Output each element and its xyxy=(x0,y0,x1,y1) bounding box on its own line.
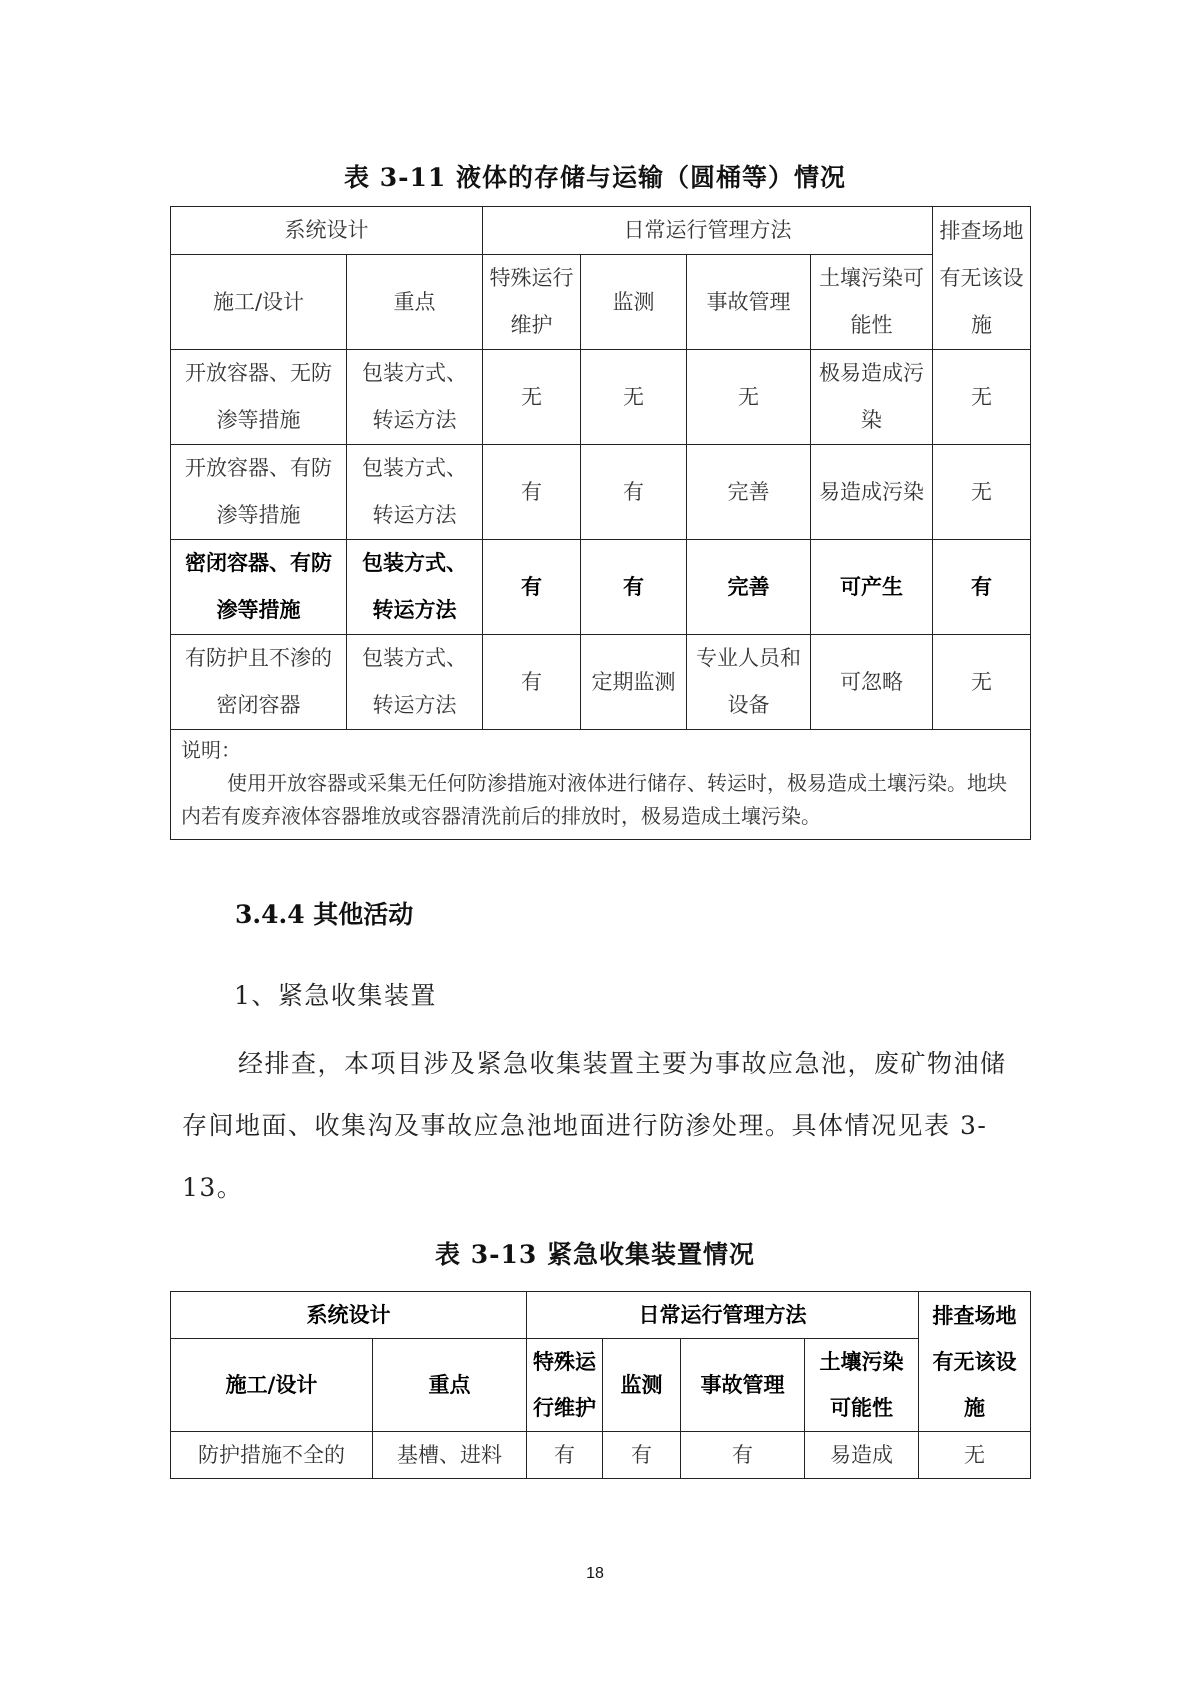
table-note-row xyxy=(171,730,1031,840)
table-header-row xyxy=(171,1292,1031,1339)
table-header-row xyxy=(171,1339,1031,1432)
cell-design: 防护措施不全的 xyxy=(171,1432,373,1479)
cell-special: 有 xyxy=(483,635,581,730)
header-soil-pollution: 土壤污染可能性 xyxy=(811,255,933,350)
header-accident-management: 事故管理 xyxy=(687,255,811,350)
cell-accident: 有 xyxy=(681,1432,805,1479)
body-paragraph: 经排查，本项目涉及紧急收集装置主要为事故应急池，废矿物油储存间地面、收集沟及事故应急池地面进行防渗处理。具体情况见表 3-13。 xyxy=(182,1049,1007,1202)
cell-check: 有 xyxy=(933,540,1031,635)
table-caption: 表 3-13 紧急收集装置情况 xyxy=(435,1240,755,1269)
table-note xyxy=(171,730,1031,840)
cell-accident: 完善 xyxy=(687,445,811,540)
cell-accident: 无 xyxy=(687,350,811,445)
table-row xyxy=(171,1432,1031,1479)
cell-design: 密闭容器、有防渗等措施 xyxy=(171,540,347,635)
header-monitoring: 监测 xyxy=(603,1339,681,1432)
header-special-maintenance: 特殊运行维护 xyxy=(483,255,581,350)
header-daily-management: 日常运行管理方法 xyxy=(483,207,933,255)
cell-monitor: 定期监测 xyxy=(581,635,687,730)
cell-check: 无 xyxy=(919,1432,1031,1479)
cell-soil: 可产生 xyxy=(811,540,933,635)
header-site-check: 排查场地有无该设施 xyxy=(933,207,1031,350)
cell-key-point: 基槽、进料 xyxy=(373,1432,527,1479)
table-header-row xyxy=(171,207,1031,255)
cell-special: 有 xyxy=(527,1432,603,1479)
section-heading: 3.4.4 其他活动 xyxy=(235,900,414,929)
cell-accident: 完善 xyxy=(687,540,811,635)
cell-monitor: 有 xyxy=(581,445,687,540)
table-row xyxy=(171,445,1031,540)
table-row-highlighted xyxy=(171,540,1031,635)
cell-special: 有 xyxy=(483,540,581,635)
list-item-heading: 1、紧急收集装置 xyxy=(234,981,437,1010)
cell-special: 有 xyxy=(483,445,581,540)
header-monitoring: 监测 xyxy=(581,255,687,350)
cell-key-point: 包装方式、转运方法 xyxy=(347,540,483,635)
emergency-collection-table xyxy=(170,1291,1031,1479)
header-system-design: 系统设计 xyxy=(171,207,483,255)
cell-monitor: 有 xyxy=(581,540,687,635)
table-header-row xyxy=(171,255,1031,350)
table-caption: 表 3-11 液体的存储与运输（圆桶等）情况 xyxy=(344,163,846,192)
cell-key-point: 包装方式、转运方法 xyxy=(347,635,483,730)
note-title: 说明： xyxy=(181,738,241,762)
cell-monitor: 无 xyxy=(581,350,687,445)
cell-check: 无 xyxy=(933,350,1031,445)
header-special-maintenance: 特殊运行维护 xyxy=(527,1339,603,1432)
cell-soil: 易造成 xyxy=(805,1432,919,1479)
header-design: 施工/设计 xyxy=(171,1339,373,1432)
table-row xyxy=(171,350,1031,445)
header-design: 施工/设计 xyxy=(171,255,347,350)
header-daily-management: 日常运行管理方法 xyxy=(527,1292,919,1339)
cell-special: 无 xyxy=(483,350,581,445)
cell-accident: 专业人员和设备 xyxy=(687,635,811,730)
header-key-point: 重点 xyxy=(347,255,483,350)
header-system-design: 系统设计 xyxy=(171,1292,527,1339)
liquid-storage-table xyxy=(170,206,1031,840)
cell-design: 开放容器、有防渗等措施 xyxy=(171,445,347,540)
cell-soil: 极易造成污染 xyxy=(811,350,933,445)
header-site-check: 排查场地有无该设施 xyxy=(919,1292,1031,1432)
header-key-point: 重点 xyxy=(373,1339,527,1432)
cell-key-point: 包装方式、转运方法 xyxy=(347,445,483,540)
cell-key-point: 包装方式、转运方法 xyxy=(347,350,483,445)
cell-soil: 可忽略 xyxy=(811,635,933,730)
cell-check: 无 xyxy=(933,635,1031,730)
page-number: 18 xyxy=(586,1565,604,1582)
cell-soil: 易造成污染 xyxy=(811,445,933,540)
cell-design: 有防护且不渗的密闭容器 xyxy=(171,635,347,730)
header-soil-pollution: 土壤污染可能性 xyxy=(805,1339,919,1432)
table-row xyxy=(171,635,1031,730)
note-body: 使用开放容器或采集无任何防渗措施对液体进行储存、转运时，极易造成土壤污染。地块内若有废弃液体容器堆放或容器清洗前后的排放时，极易造成土壤污染。 xyxy=(181,771,1007,828)
header-accident-management: 事故管理 xyxy=(681,1339,805,1432)
cell-design: 开放容器、无防渗等措施 xyxy=(171,350,347,445)
cell-monitor: 有 xyxy=(603,1432,681,1479)
cell-check: 无 xyxy=(933,445,1031,540)
